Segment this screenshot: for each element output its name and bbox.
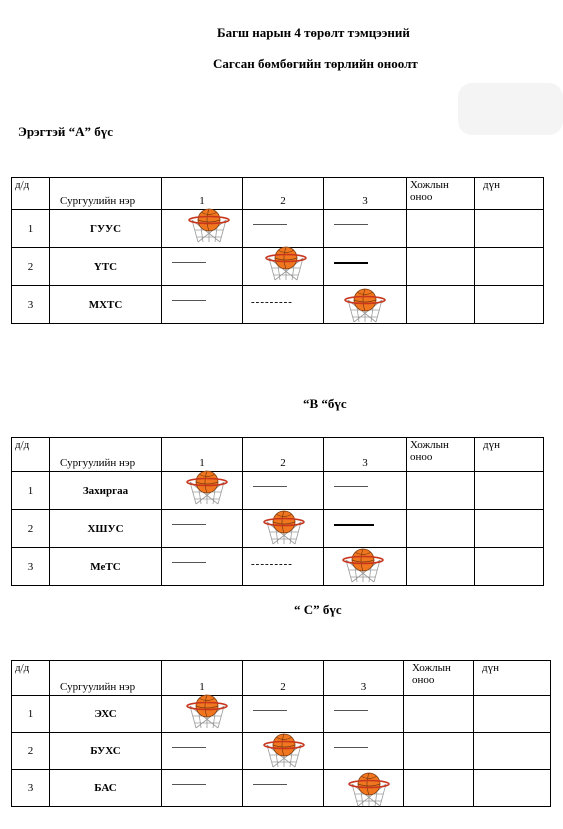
header-points-cell [404, 661, 474, 696]
cell-line [324, 510, 407, 548]
table-row [12, 472, 544, 510]
cell-line [243, 696, 324, 733]
table-row [12, 510, 544, 548]
basketball-hoop-icon [340, 548, 386, 587]
result-cell [474, 733, 551, 770]
line-mark [253, 784, 287, 785]
cell-line [162, 510, 243, 548]
header-school: Сургуулийн нэр [60, 195, 136, 207]
result-cell [475, 286, 544, 324]
basketball-hoop-icon [342, 288, 388, 327]
header-school: Сургуулийн нэр [60, 681, 136, 693]
header-col2-cell [243, 438, 324, 472]
header-school: Сургуулийн нэр [60, 457, 136, 469]
header-points: Хожлын оноо [412, 662, 451, 686]
header-col1: 1 [199, 195, 205, 207]
group-c-label: “ С” бүс [294, 602, 342, 617]
row-index: 1 [12, 696, 50, 733]
table-header-row [12, 438, 544, 472]
cell-line [243, 472, 324, 510]
points-cell [407, 248, 475, 286]
header-result: дүн [482, 662, 499, 674]
points-cell [407, 210, 475, 248]
basketball-hoop-icon [263, 246, 309, 285]
header-points: Хожлын оноо [410, 179, 449, 203]
header-result: дүн [483, 179, 500, 191]
school-name: ХШУС [50, 510, 162, 548]
points-cell [407, 286, 475, 324]
group-a-label: Эрэгтэй “А” бүс [18, 124, 114, 139]
table-row [12, 770, 551, 807]
cell-line [162, 286, 243, 324]
header-school-cell [50, 178, 162, 210]
header-col2: 2 [280, 681, 286, 693]
school-name: БУХС [50, 733, 162, 770]
header-index-cell [12, 438, 50, 472]
header-points-cell [407, 178, 475, 210]
dashes-mark: --------- [251, 558, 293, 570]
line-mark [253, 486, 287, 487]
cell-hoop [324, 548, 407, 586]
points-cell [404, 696, 474, 733]
cell-line [162, 548, 243, 586]
basketball-hoop-icon [261, 733, 307, 772]
table-row [12, 210, 544, 248]
cell-hoop [324, 770, 404, 807]
group-a-table [11, 177, 544, 324]
table-row [12, 548, 544, 586]
school-name: БАС [50, 770, 162, 807]
result-cell [475, 548, 544, 586]
school-name: ҮТС [50, 248, 162, 286]
header-col3-cell [324, 661, 404, 696]
group-b-table [11, 437, 544, 586]
header-col2: 2 [280, 457, 286, 469]
line-mark [172, 300, 206, 301]
cell-line [162, 770, 243, 807]
line-mark [253, 224, 287, 225]
header-result-cell [475, 438, 544, 472]
header-col2-cell [243, 178, 324, 210]
school-name: МеТС [50, 548, 162, 586]
table-header-row [12, 178, 544, 210]
line-mark [334, 486, 368, 487]
line-mark [334, 710, 368, 711]
line-mark [172, 747, 206, 748]
cell-hoop [324, 286, 407, 324]
cell-hoop [162, 210, 243, 248]
cell-line [324, 733, 404, 770]
line-mark [172, 784, 206, 785]
cell-hoop [243, 733, 324, 770]
header-index-cell [12, 178, 50, 210]
cell-hoop [243, 510, 324, 548]
table-row [12, 248, 544, 286]
header-col3-cell [324, 178, 407, 210]
header-col3: 3 [362, 457, 368, 469]
header-school-cell [50, 661, 162, 696]
school-name: ГУУС [50, 210, 162, 248]
header-col1-cell [162, 178, 243, 210]
school-name: ЭХС [50, 696, 162, 733]
result-cell [474, 770, 551, 807]
school-name: МХТС [50, 286, 162, 324]
cell-dots [243, 548, 324, 586]
points-cell [404, 733, 474, 770]
result-cell [475, 248, 544, 286]
cell-line [324, 696, 404, 733]
table-row [12, 733, 551, 770]
row-index: 2 [12, 248, 50, 286]
points-cell [407, 472, 475, 510]
header-col3: 3 [362, 195, 368, 207]
table-row [12, 286, 544, 324]
table-row [12, 696, 551, 733]
cell-line [324, 472, 407, 510]
row-index: 1 [12, 210, 50, 248]
row-index: 1 [12, 472, 50, 510]
result-cell [475, 210, 544, 248]
header-index: д/д [15, 179, 30, 191]
cell-hoop [243, 248, 324, 286]
header-col1-cell [162, 661, 243, 696]
result-cell [474, 696, 551, 733]
header-col1: 1 [199, 457, 205, 469]
header-result-cell [475, 178, 544, 210]
row-index: 2 [12, 733, 50, 770]
header-col1: 1 [199, 681, 205, 693]
header-index-cell [12, 661, 50, 696]
result-cell [475, 510, 544, 548]
header-points-cell [407, 438, 475, 472]
group-b-label: “В “бүс [303, 396, 347, 411]
basketball-hoop-icon [261, 510, 307, 549]
basketball-hoop-icon [184, 694, 230, 733]
header-index: д/д [15, 439, 30, 451]
school-name: Захиргаа [50, 472, 162, 510]
row-index: 2 [12, 510, 50, 548]
cell-line [162, 733, 243, 770]
line-mark [334, 262, 368, 264]
points-cell [404, 770, 474, 807]
header-col3: 3 [360, 681, 367, 693]
line-mark [334, 224, 368, 225]
line-mark [172, 524, 206, 525]
cell-hoop [162, 472, 243, 510]
header-col2-cell [243, 661, 324, 696]
points-cell [407, 510, 475, 548]
cell-line [243, 210, 324, 248]
header-index: д/д [15, 662, 30, 674]
header-school-cell [50, 438, 162, 472]
basketball-hoop-icon [186, 208, 232, 247]
row-index: 3 [12, 548, 50, 586]
row-index: 3 [12, 286, 50, 324]
cell-line [243, 770, 324, 807]
cell-line [162, 248, 243, 286]
line-mark [172, 262, 206, 263]
cell-line [324, 210, 407, 248]
header-col2: 2 [280, 195, 286, 207]
line-mark [334, 747, 368, 748]
dashes-mark: --------- [251, 296, 293, 308]
cell-hoop [162, 696, 243, 733]
result-cell [475, 472, 544, 510]
table-header-row [12, 661, 551, 696]
basketball-hoop-icon [184, 470, 230, 509]
page-subtitle: Сагсан бөмбөгийн төрлийн оноолт [213, 56, 418, 71]
group-c-table [11, 660, 551, 807]
scan-smudge [458, 83, 563, 135]
line-mark [334, 524, 374, 526]
header-points: Хожлын оноо [410, 439, 449, 463]
basketball-hoop-icon [346, 772, 392, 811]
points-cell [407, 548, 475, 586]
row-index: 3 [12, 770, 50, 807]
header-col3-cell [324, 438, 407, 472]
line-mark [172, 562, 206, 563]
header-result-cell [474, 661, 551, 696]
header-result: дүн [483, 439, 500, 451]
cell-dots [243, 286, 324, 324]
header-col1-cell [162, 438, 243, 472]
cell-line [324, 248, 407, 286]
page-title: Багш нарын 4 төрөлт тэмцээний [217, 25, 410, 40]
line-mark [253, 710, 287, 711]
